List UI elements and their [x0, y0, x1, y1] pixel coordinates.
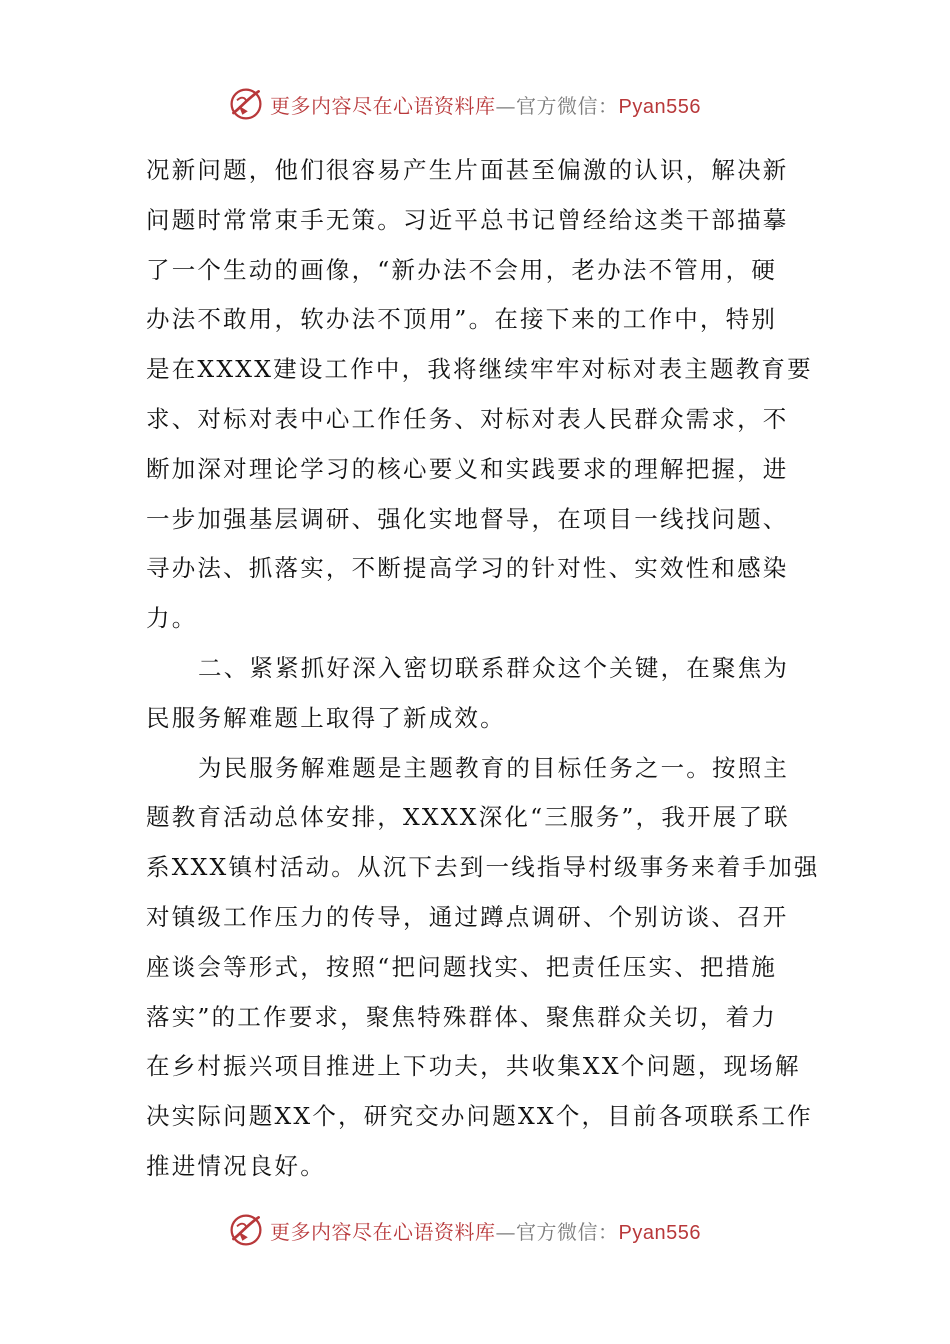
text-line: 了一个生动的画像，“新办法不会用，老办法不管用，硬	[146, 255, 778, 284]
paragraph-continuation	[146, 146, 813, 644]
watermark-official: 官方微信：	[516, 93, 619, 118]
watermark-account: Pyan556	[618, 95, 701, 118]
watermark-prefix: 更多内容尽在心语资料库	[270, 93, 496, 118]
watermark-separator: —	[495, 1219, 516, 1244]
document-body	[146, 146, 820, 1192]
pen-logo-icon	[228, 86, 264, 122]
watermark-account: Pyan556	[618, 1221, 701, 1244]
watermark-text	[270, 1216, 701, 1245]
watermark-official: 官方微信：	[516, 1219, 619, 1244]
text-line: 在乡村振兴项目推进上下功夫，共收集XX个问题，现场解	[146, 1052, 801, 1081]
text-line: 断加深对理论学习的核心要义和实践要求的理解把握，进	[146, 454, 789, 483]
text-line: 一步加强基层调研、强化实地督导，在项目一线找问题、	[146, 504, 789, 533]
watermark-text	[270, 90, 701, 119]
paragraph-service	[146, 744, 820, 1192]
text-line: 求、对标对表中心工作任务、对标对表人民群众需求，不	[146, 404, 789, 433]
text-line: 况新问题，他们很容易产生片面甚至偏激的认识，解决新	[146, 156, 789, 184]
text-line: 决实际问题XX个，研究交办问题XX个，目前各项联系工作	[146, 1102, 813, 1131]
text-line: 是在XXXX建设工作中，我将继续牢牢对标对表主题教育要	[146, 355, 813, 384]
section-heading	[146, 644, 806, 744]
text-line: 二、紧紧抓好深入密切联系群众这个关键，在聚焦为	[198, 653, 790, 682]
footer-watermark	[228, 1210, 701, 1250]
text-line: 落实”的工作要求，聚焦特殊群体、聚焦群众关切，着力	[146, 1002, 778, 1031]
text-line: 题教育活动总体安排，XXXX深化“三服务”，我开展了联	[146, 803, 790, 832]
text-line: 力。	[146, 604, 198, 633]
header-watermark	[228, 84, 701, 124]
text-line: 民服务解难题上取得了新成效。	[146, 703, 506, 732]
watermark-separator: —	[495, 93, 516, 118]
text-line: 办法不敢用，软办法不顶用”。在接下来的工作中，特别	[146, 305, 778, 334]
text-line: 座谈会等形式，按照“把问题找实、把责任压实、把措施	[146, 952, 778, 981]
text-line: 寻办法、抓落实，不断提高学习的针对性、实效性和感染	[146, 554, 789, 583]
text-line: 对镇级工作压力的传导，通过蹲点调研、个别访谈、召开	[146, 902, 789, 931]
text-line: 系XXX镇村活动。从沉下去到一线指导村级事务来着手加强	[146, 853, 820, 882]
pen-logo-icon	[228, 1212, 264, 1248]
text-line: 为民服务解难题是主题教育的目标任务之一。按照主	[198, 753, 790, 782]
text-line: 问题时常常束手无策。习近平总书记曾经给这类干部描摹	[146, 205, 789, 234]
watermark-prefix: 更多内容尽在心语资料库	[270, 1219, 496, 1244]
text-line: 推进情况良好。	[146, 1151, 326, 1180]
